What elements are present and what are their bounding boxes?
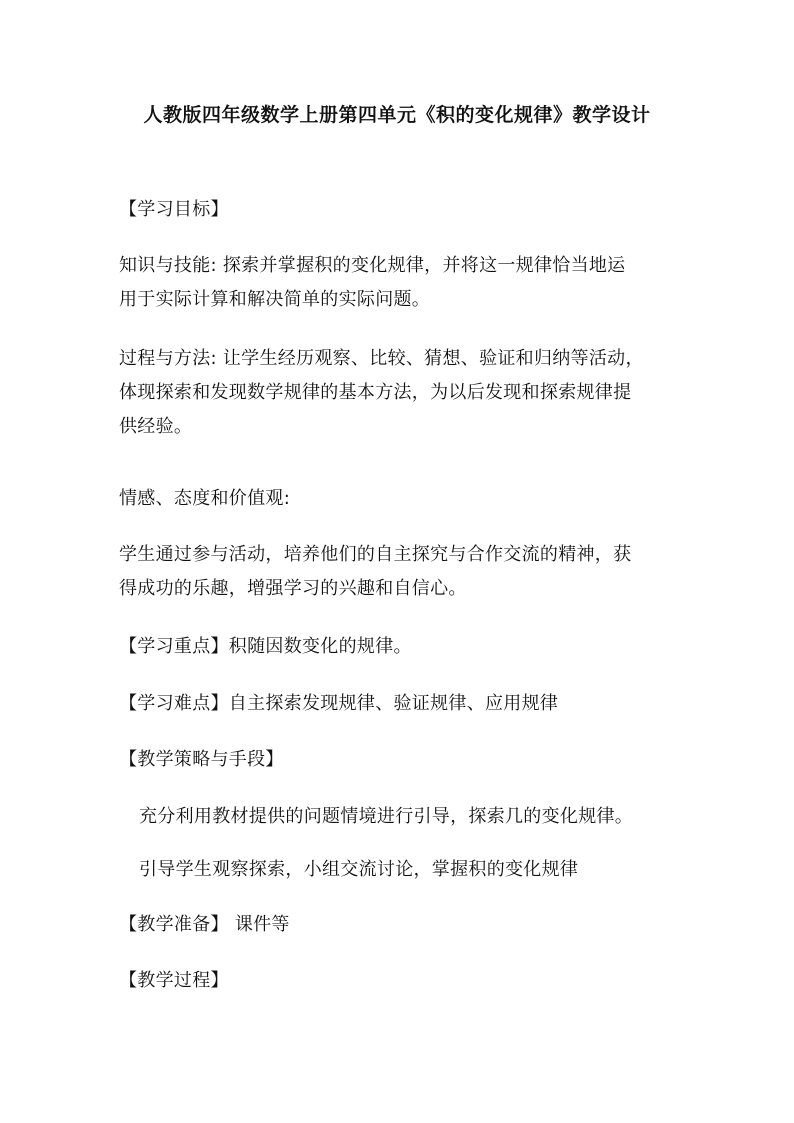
process-method-line-1: 过程与方法: 让学生经历观察、比较、猜想、验证和归纳等活动， bbox=[119, 348, 644, 369]
strategy-item-1: 充分利用教材提供的问题情境进行引导，探索几的变化规律。 bbox=[139, 806, 634, 827]
preparation: 【教学准备】 课件等 bbox=[119, 914, 290, 935]
document-title: 人教版四年级数学上册第四单元《积的变化规律》教学设计 bbox=[143, 104, 651, 126]
process-method-paragraph bbox=[119, 342, 684, 444]
key-point: 【学习重点】积随因数变化的规律。 bbox=[119, 636, 412, 657]
emotion-line-2: 得成功的乐趣，增强学习的兴趣和自信心。 bbox=[119, 578, 467, 599]
knowledge-skills-line-2: 用于实际计算和解决简单的实际问题。 bbox=[119, 289, 431, 310]
emotion-heading: 情感、态度和价值观: bbox=[119, 488, 291, 509]
strategy-item-2: 引导学生观察探索，小组交流讨论，掌握积的变化规律 bbox=[139, 859, 579, 880]
learning-goals-heading: 【学习目标】 bbox=[119, 199, 229, 220]
process-method-line-2: 体现探索和发现数学规律的基本方法，为以后发现和探索规律提 bbox=[119, 382, 632, 403]
emotion-line-1: 学生通过参与活动，培养他们的自主探究与合作交流的精神，获 bbox=[119, 544, 632, 565]
process-heading: 【教学过程】 bbox=[119, 970, 229, 991]
process-method-line-3: 供经验。 bbox=[119, 416, 193, 437]
knowledge-skills-paragraph bbox=[119, 249, 684, 317]
emotion-paragraph bbox=[119, 538, 684, 606]
difficulty: 【学习难点】自主探索发现规律、验证规律、应用规律 bbox=[119, 693, 559, 714]
strategy-heading: 【教学策略与手段】 bbox=[119, 749, 284, 770]
knowledge-skills-line-1: 知识与技能: 探索并掌握积的变化规律，并将这一规律恰当地运 bbox=[119, 255, 626, 276]
